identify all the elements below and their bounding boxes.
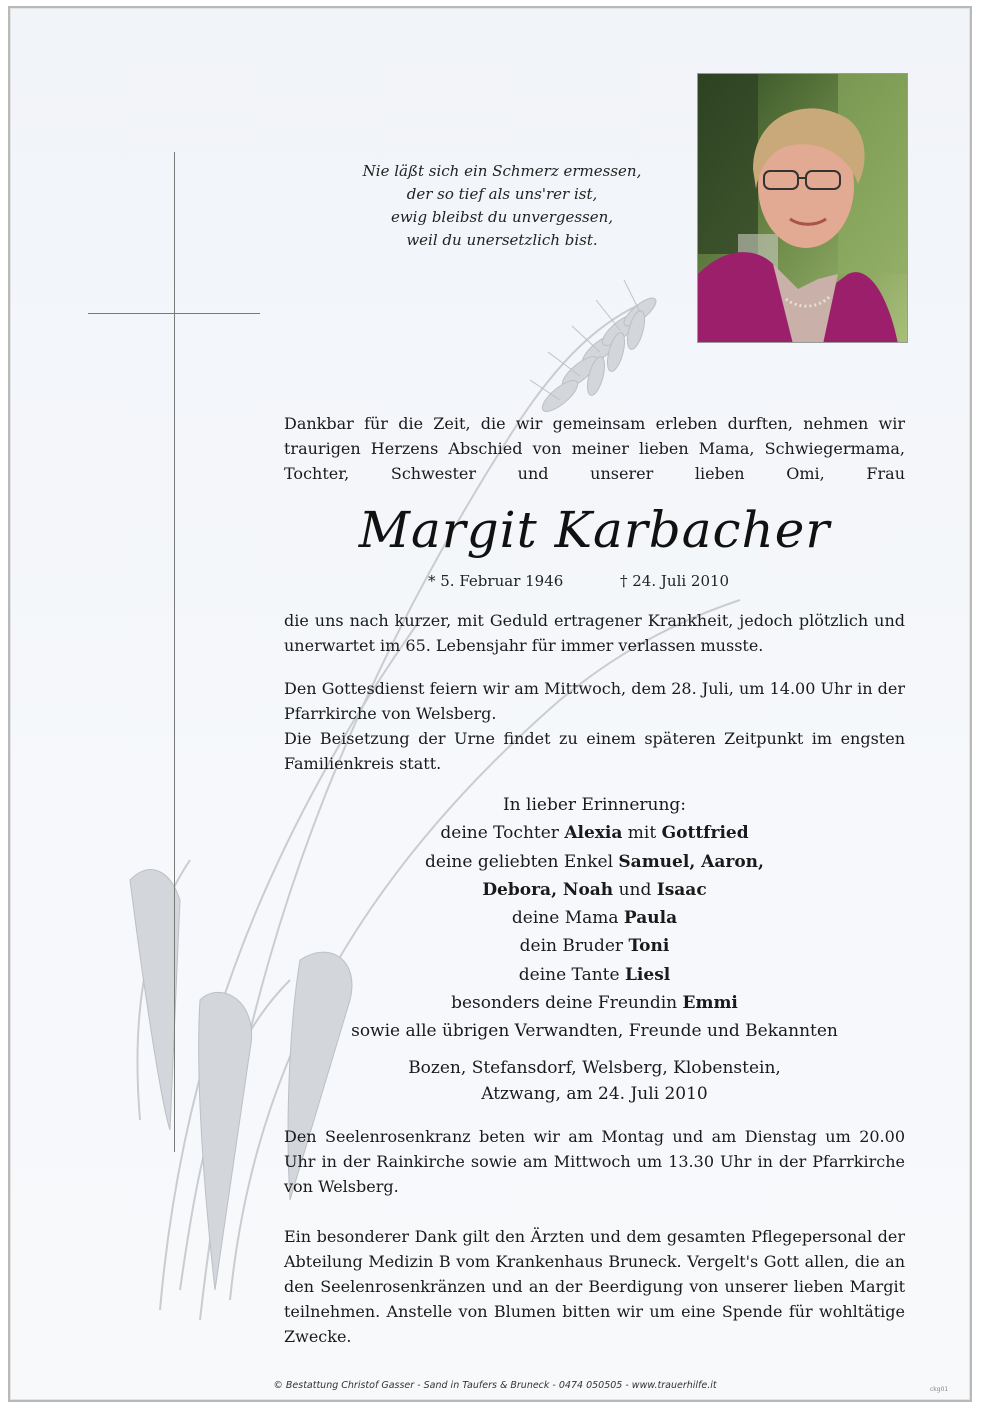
intro-paragraph: Dankbar für die Zeit, die wir gemeinsam erleben durften, nehmen wir traurigen Herzens Abschied von meiner lieben Mama, Schwiegermama, Tochter, Schwester und unserer lieben Omi, Frau [284,414,905,483]
place-line: Atzwang, am 24. Juli 2010 [481,1084,708,1104]
place-date [284,1055,905,1107]
poem-line: ewig bleibst du unvergessen, [390,208,614,226]
mourners-list [284,791,905,1046]
mourner-line: deine Tante Liesl [518,964,671,985]
deceased-name: Margit Karbacher [358,501,831,559]
rosary-paragraph: Den Seelenrosenkranz beten wir am Montag und am Dienstag um 20.00 Uhr in der Rainkirche sowie am Mittwoch um 13.30 Uhr in der Pfarrkirche von Welsberg. [284,1127,905,1196]
poem-line: der so tief als uns'rer ist, [406,185,598,203]
poem-line: Nie läßt sich ein Schmerz ermessen, [362,162,642,180]
death-date: † 24. Juli 2010 [620,572,730,590]
cross-icon [174,152,175,1152]
birth-date: * 5. Februar 1946 [428,572,564,590]
burial-paragraph: Die Beisetzung der Urne findet zu einem späteren Zeitpunkt im engsten Familienkreis statt. [284,729,905,773]
cross-icon-arm [88,313,260,314]
passing-paragraph: die uns nach kurzer, mit Geduld ertragener Krankheit, jedoch plötzlich und unerwartet im 65. Lebensjahr für immer verlassen musste. [284,611,905,655]
mourner-line: deine geliebten Enkel Samuel, Aaron, [425,851,764,872]
portrait-photo [697,73,908,343]
portrait-image [698,74,908,343]
service-paragraph: Den Gottesdienst feiern wir am Mittwoch, dem 28. Juli, um 14.00 Uhr in der Pfarrkirche von Welsberg. [284,679,905,723]
mourners-heading: In lieber Erinnerung: [502,795,687,815]
mourner-line: sowie alle übrigen Verwandten, Freunde und Bekannten [351,1021,838,1042]
mourner-line: deine Mama Paula [511,908,678,929]
mourner-line: besonders deine Freundin Emmi [451,993,738,1014]
mourner-line: deine Tochter Alexia mit Gottfried [440,823,749,844]
place-line: Bozen, Stefansdorf, Welsberg, Klobenstein, [408,1058,781,1078]
mourner-line: Debora, Noah und Isaac [482,879,707,900]
poem-line: weil du unersetzlich bist. [406,231,598,249]
corner-code: ckg01 [930,1386,949,1393]
thanks-paragraph: Ein besonderer Dank gilt den Ärzten und dem gesamten Pflegepersonal der Abteilung Medizin B vom Krankenhaus Bruneck. Vergelt's Gott allen, die an den Seelenrosenkränzen und an der Beerdigung von unserer lieben Margit teilnehmen. Anstelle von Blumen bitten wir um eine Spende für wohltätige Zwecke. [284,1227,905,1346]
memorial-poem [322,160,682,252]
mourner-line: dein Bruder Toni [519,936,670,957]
footer-credit: © Bestattung Christof Gasser - Sand in Taufers & Bruneck - 0474 050505 - www.trauerhilfe.it [273,1380,717,1391]
